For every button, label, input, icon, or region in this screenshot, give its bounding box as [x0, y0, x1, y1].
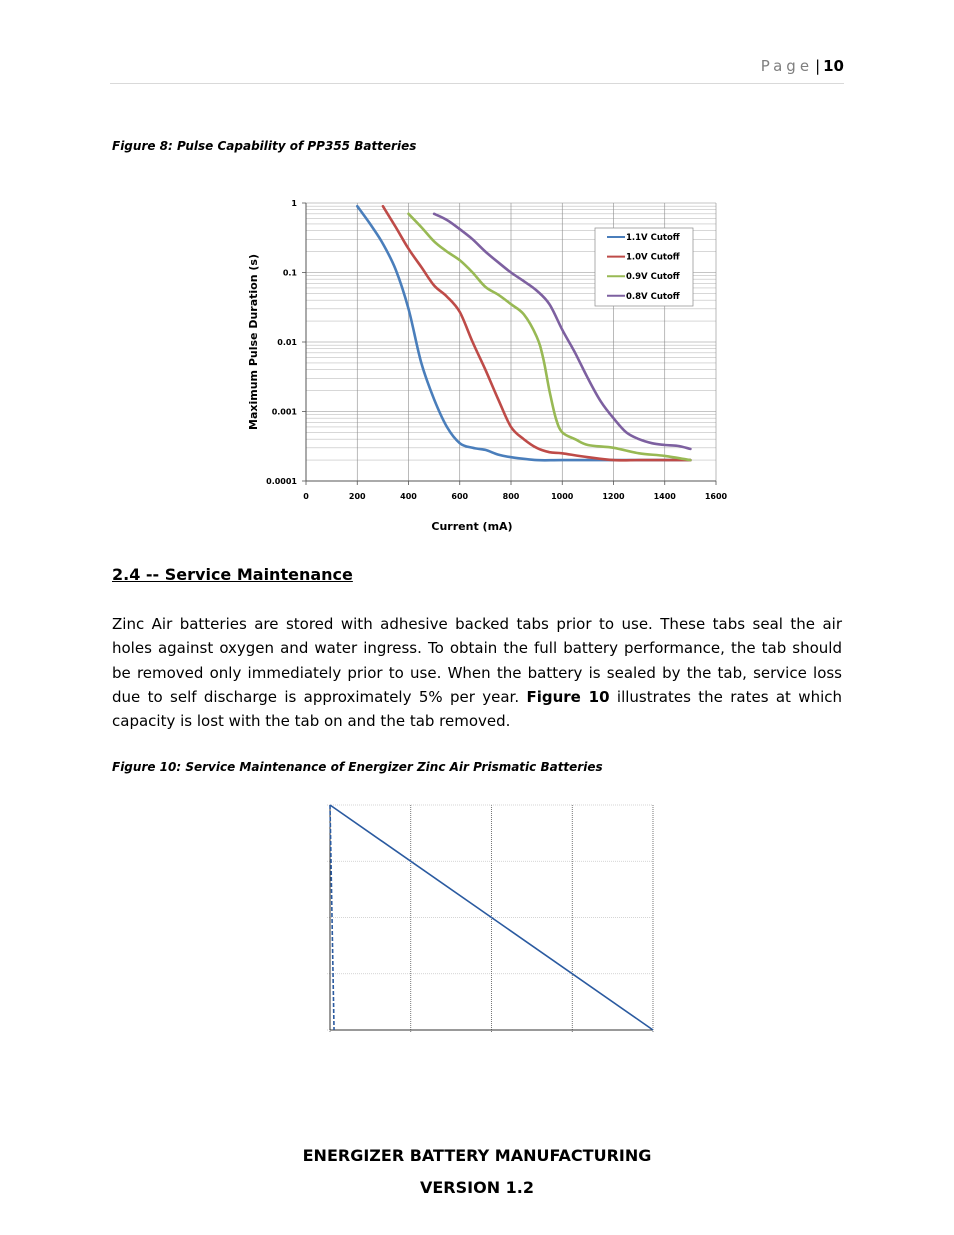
legend-label: 1.1V Cutoff: [626, 233, 680, 243]
chart-series-lines: [330, 805, 653, 1030]
section-paragraph: [112, 612, 842, 733]
y-axis-label: Maximum Pulse Duration (s): [247, 254, 260, 430]
x-tick-label: 1400: [653, 492, 676, 501]
page-header: [110, 55, 844, 84]
legend-label: 1.0V Cutoff: [626, 252, 680, 263]
series-line-1: [330, 805, 653, 1030]
figure-8-caption: Figure 8: Pulse Capability of PP355 Batteries: [112, 139, 417, 153]
chart-gridlines: [327, 805, 653, 1033]
x-tick-label: 1000: [551, 492, 574, 501]
page-number: 10: [823, 57, 844, 75]
page-separator: |: [815, 57, 821, 75]
legend-label: 0.8V Cutoff: [626, 291, 680, 302]
page-number-label: [761, 57, 844, 75]
section-heading: 2.4 -- Service Maintenance: [112, 565, 353, 584]
y-tick-label: 0.0001: [266, 477, 297, 486]
page-word: Page: [760, 57, 814, 75]
y-tick-label: 0.001: [271, 407, 297, 417]
x-tick-label: 200: [348, 492, 366, 501]
service-maintenance-chart: [320, 795, 665, 1040]
y-tick-label: 0.1: [282, 268, 297, 278]
x-axis-label: Current (mA): [431, 520, 513, 533]
footer-company: ENERGIZER BATTERY MANUFACTURING: [302, 1146, 652, 1165]
paragraph-text-1: Zinc Air batteries are stored with adhesive backed tabs prior to use. These tabs seal the air holes against oxygen and water ingress. To obtain the full battery performance, the tab should be removed only immediately prior to use. When the battery is sealed by the tab, service loss due to self discharge is approximately 5% per year.: [112, 615, 842, 706]
x-tick-label: 1600: [704, 492, 728, 501]
chart-legend: [595, 228, 693, 306]
paragraph-figure-ref: Figure 10: [526, 687, 610, 706]
figure-10-caption: Figure 10: Service Maintenance of Energizer Zinc Air Prismatic Batteries: [112, 760, 603, 774]
x-tick-label: 1200: [602, 492, 625, 501]
x-tick-label: 800: [502, 492, 520, 501]
x-tick-label: 400: [400, 492, 417, 501]
x-tick-label: 0: [303, 492, 309, 501]
footer-version: VERSION 1.2: [419, 1178, 534, 1197]
paragraph-text-2: illustrates the rates at which capacity is lost with the tab on and the tab removed.: [112, 687, 842, 731]
x-tick-label: 600: [451, 492, 469, 501]
y-tick-label: 0.01: [277, 338, 297, 347]
pulse-capability-chart: [230, 190, 750, 540]
legend-label: 0.9V Cutoff: [626, 272, 680, 283]
y-tick-label: 1: [291, 199, 297, 208]
